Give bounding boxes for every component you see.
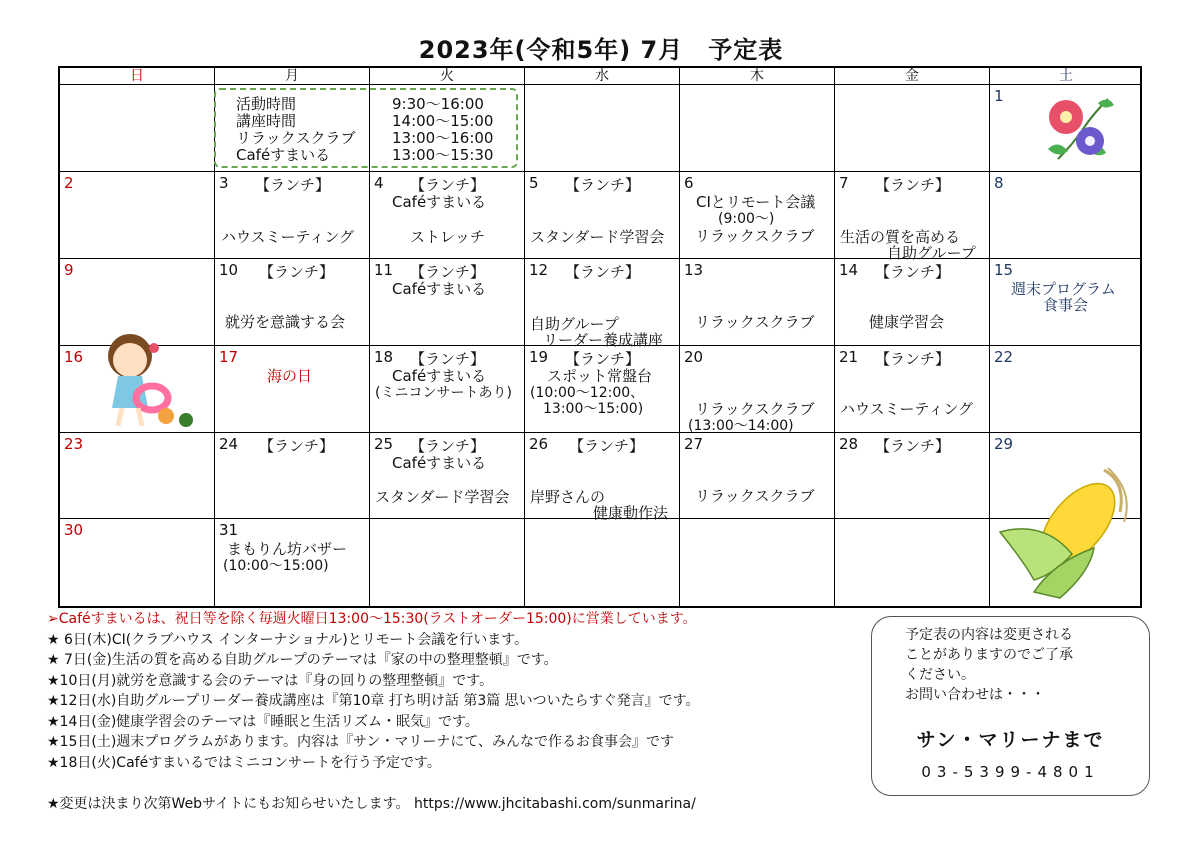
event-relax-club: リラックスクラブ — [695, 313, 815, 331]
info-label: 講座時間 — [236, 112, 297, 130]
event-time: (13:00～14:00) — [688, 418, 794, 434]
info-time: 13:00～16:00 — [392, 129, 494, 147]
day-cell-empty — [680, 519, 835, 608]
day-number: 24 — [219, 435, 239, 453]
note-website: ★変更は決まり次第Webサイトにもお知らせいたします。 https://www.jhcitabashi.com/sunmarina/ — [47, 795, 696, 812]
contact-box — [871, 616, 1150, 796]
day-number: 20 — [684, 348, 704, 366]
info-time: 14:00～15:00 — [392, 112, 494, 130]
note-item: ➢Caféすまいるは、祝日等を除く毎週火曜日13:00～15:30(ラストオーダー15:00)に営業しています。 — [47, 611, 697, 627]
day-cell-30 — [60, 519, 215, 608]
day-number: 2 — [64, 174, 74, 192]
info-label: リラックスクラブ — [236, 129, 356, 147]
event-marine-day: 海の日 — [267, 367, 313, 385]
event-time: (10:00～15:00) — [223, 558, 329, 574]
event-time: (9:00～) — [718, 211, 775, 227]
day-cell-5 — [525, 172, 680, 259]
event-time: 13:00～15:00) — [543, 401, 644, 417]
day-cell-17 — [215, 346, 370, 433]
event-lunch: 【ランチ】 — [565, 176, 641, 194]
day-number: 4 — [374, 174, 384, 192]
day-cell-10 — [215, 259, 370, 346]
weekday-mon: 月 — [215, 68, 370, 85]
event-ci-remote: CIとリモート会議 — [696, 193, 816, 211]
contact-line: お問い合わせは・・・ — [905, 687, 1045, 703]
day-cell-19 — [525, 346, 680, 433]
event-bazaar: まもりん坊バザー — [227, 540, 348, 558]
day-cell-4 — [370, 172, 525, 259]
day-cell-24 — [215, 433, 370, 519]
event-weekend-program: 週末プログラム — [1011, 280, 1116, 298]
event-lunch: 【ランチ】 — [875, 350, 951, 368]
day-number: 28 — [839, 435, 859, 453]
day-cell-23 — [60, 433, 215, 519]
day-cell-empty — [525, 85, 680, 172]
event-cafe: Caféすまいる — [392, 454, 487, 472]
contact-name: サン・マリーナまで — [916, 729, 1105, 751]
day-number: 14 — [839, 261, 859, 279]
day-number: 17 — [219, 348, 239, 366]
event-stretch: ストレッチ — [410, 228, 485, 246]
event-lunch: 【ランチ】 — [875, 176, 951, 194]
info-label: Caféすまいる — [236, 146, 331, 164]
event-lunch: 【ランチ】 — [410, 176, 486, 194]
day-number: 16 — [64, 348, 84, 366]
weekday-thu: 木 — [680, 68, 835, 85]
day-number: 8 — [994, 174, 1004, 192]
day-cell-empty — [370, 519, 525, 608]
weekday-fri: 金 — [835, 68, 990, 85]
contact-line: ください。 — [905, 667, 975, 683]
day-cell-14 — [835, 259, 990, 346]
day-number: 13 — [684, 261, 704, 279]
day-number: 31 — [219, 521, 239, 539]
day-number: 21 — [839, 348, 859, 366]
event-self-help-group: 自助グループ — [530, 315, 619, 333]
event-lunch: 【ランチ】 — [410, 350, 486, 368]
event-lunch: 【ランチ】 — [875, 437, 951, 455]
day-cell-3 — [215, 172, 370, 259]
event-mini-concert: (ミニコンサートあり) — [375, 385, 512, 401]
day-number: 23 — [64, 435, 84, 453]
day-cell-31 — [215, 519, 370, 608]
day-cell-28 — [835, 433, 990, 519]
morning-glory-illustration — [1038, 89, 1118, 167]
event-lunch: 【ランチ】 — [259, 263, 335, 281]
note-item: ★18日(火)Caféすまいるではミニコンサートを行う予定です。 — [47, 754, 441, 771]
event-lunch: 【ランチ】 — [569, 437, 645, 455]
event-lunch: 【ランチ】 — [255, 176, 331, 194]
day-cell-empty — [525, 519, 680, 608]
day-number: 15 — [994, 261, 1014, 279]
event-standard-study: スタンダード学習会 — [530, 228, 665, 246]
day-cell-26 — [525, 433, 680, 522]
note-item: ★10日(月)就労を意識する会のテーマは『身の回りの整理整頓』です。 — [47, 672, 494, 689]
page-title: 2023年(令和5年) 7月 予定表 — [418, 36, 784, 64]
day-number: 26 — [529, 435, 549, 453]
day-number: 12 — [529, 261, 549, 279]
info-time: 13:00～15:30 — [392, 146, 494, 164]
event-cafe: Caféすまいる — [392, 280, 487, 298]
day-number: 1 — [994, 87, 1004, 105]
day-cell-empty — [835, 85, 990, 172]
day-cell-7 — [835, 172, 990, 262]
event-meal-party: 食事会 — [1043, 296, 1089, 314]
day-cell-25 — [370, 433, 525, 519]
contact-line: 予定表の内容は変更される — [905, 627, 1073, 643]
note-item: ★15日(土)週末プログラムがあります。内容は『サン・マリーナにて、みんなで作るお食事会』です — [47, 734, 675, 750]
event-relax-club: リラックスクラブ — [695, 487, 815, 505]
day-number: 10 — [219, 261, 239, 279]
day-cell-16 — [60, 346, 215, 433]
day-cell-empty — [680, 85, 835, 172]
info-label: 活動時間 — [236, 95, 297, 113]
note-item: ★ 7日(金)生活の質を高める自助グループのテーマは『家の中の整理整頓』です。 — [47, 652, 558, 668]
event-house-meeting: ハウスミーティング — [840, 400, 974, 418]
day-number: 18 — [374, 348, 394, 366]
event-self-help-group: 自助グループ — [887, 244, 976, 262]
event-health-movement: 健康動作法 — [593, 504, 669, 522]
day-number: 22 — [994, 348, 1014, 366]
contact-notice — [905, 625, 1073, 705]
event-lunch: 【ランチ】 — [259, 437, 335, 455]
day-cell-6 — [680, 172, 835, 259]
note-spacer — [47, 773, 700, 794]
note-item: ★14日(金)健康学習会のテーマは『睡眠と生活リズム・眠気』です。 — [47, 713, 479, 730]
event-kishino: 岸野さんの — [530, 488, 606, 506]
girl-with-float-illustration — [100, 326, 200, 432]
event-health-study: 健康学習会 — [869, 313, 945, 331]
note-item: ★ 6日(木)CI(クラブハウス インターナショナル)とリモート会議を行います。 — [47, 631, 529, 648]
note-item: ★12日(水)自助グループリーダー養成講座は『第10章 打ち明け話 第3篇 思いついたらすぐ発言』です。 — [47, 693, 700, 709]
event-work-awareness: 就労を意識する会 — [225, 313, 346, 331]
day-cell-empty — [60, 85, 215, 172]
day-number: 30 — [64, 521, 84, 539]
day-number: 9 — [64, 261, 74, 279]
day-cell-12 — [525, 259, 680, 349]
day-cell-1 — [990, 85, 1142, 172]
day-number: 19 — [529, 348, 549, 366]
day-number: 7 — [839, 174, 849, 192]
event-lunch: 【ランチ】 — [565, 350, 641, 368]
event-house-meeting: ハウスミーティング — [221, 228, 355, 246]
day-number: 11 — [374, 261, 394, 279]
contact-line: ことがありますのでご了承 — [905, 647, 1073, 663]
day-cell-2 — [60, 172, 215, 259]
hours-info-box — [214, 88, 518, 168]
event-spot-tokiwadai: スポット常盤台 — [547, 367, 653, 385]
day-number: 5 — [529, 174, 539, 192]
weekday-tue: 火 — [370, 68, 525, 85]
day-cell-8 — [990, 172, 1142, 259]
event-lunch: 【ランチ】 — [565, 263, 641, 281]
day-cell-15 — [990, 259, 1142, 346]
event-time: (10:00～12:00、 — [530, 385, 645, 401]
corn-illustration — [994, 462, 1142, 600]
info-time: 9:30～16:00 — [392, 95, 484, 113]
event-quality-of-life: 生活の質を高める — [840, 228, 961, 246]
weekday-wed: 水 — [525, 68, 680, 85]
weekday-sun: 日 — [60, 68, 215, 85]
day-cell-11 — [370, 259, 525, 346]
weekday-sat: 土 — [990, 68, 1142, 85]
day-cell-21 — [835, 346, 990, 433]
day-cell-27 — [680, 433, 835, 519]
event-lunch: 【ランチ】 — [875, 263, 951, 281]
day-number: 25 — [374, 435, 394, 453]
event-relax-club: リラックスクラブ — [695, 400, 815, 418]
event-cafe: Caféすまいる — [392, 367, 487, 385]
notes-list — [47, 609, 700, 814]
day-number: 3 — [219, 174, 229, 192]
day-number: 6 — [684, 174, 694, 192]
event-relax-club: リラックスクラブ — [695, 227, 815, 245]
contact-phone: 03-5399-4801 — [921, 763, 1100, 781]
day-cell-22 — [990, 346, 1142, 433]
day-number: 27 — [684, 435, 704, 453]
day-number: 29 — [994, 435, 1014, 453]
day-cell-13 — [680, 259, 835, 346]
event-lunch: 【ランチ】 — [410, 437, 486, 455]
day-cell-18 — [370, 346, 525, 433]
event-leader-training: リーダー養成講座 — [543, 331, 664, 349]
event-standard-study: スタンダード学習会 — [375, 488, 510, 506]
day-cell-20 — [680, 346, 835, 433]
day-cell-empty — [835, 519, 990, 608]
event-lunch: 【ランチ】 — [410, 263, 486, 281]
event-cafe: Caféすまいる — [392, 193, 487, 211]
